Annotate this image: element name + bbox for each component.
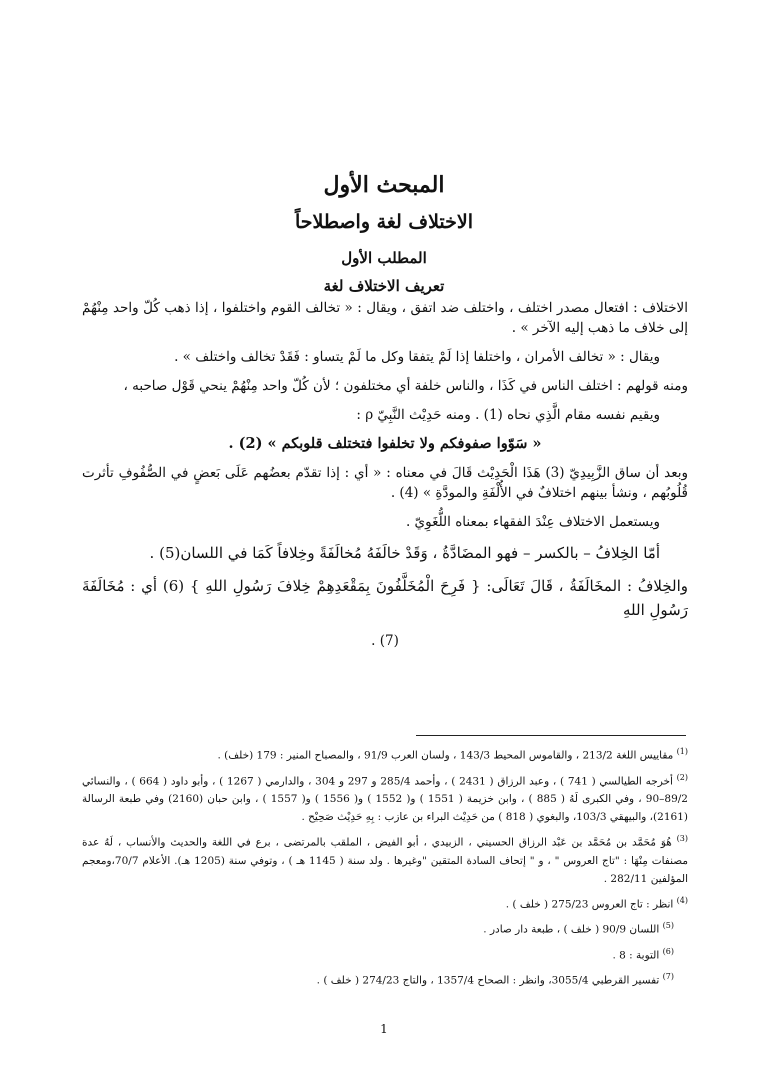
footnote-number: (6) xyxy=(662,946,674,956)
footnote-text: انظر : تاج العروس 275/23 ( خلف ) . xyxy=(505,898,674,910)
chapter-heading: المبحث الأول xyxy=(323,172,445,198)
footnote-number: (1) xyxy=(676,747,688,756)
section-title: تعريف الاختلاف لغة xyxy=(323,277,445,295)
quran-paragraph: والخِلافُ : المخَالَفَةُ ، قَالَ تَعَالَى: { فَرِحَ الْمُخَلَّفُونَ بِمَقْعَدِهِمْ خِلافَ رَسُولِ اللهِ } (6) أي : مُخَالَفَةَ رَسُولِ اللهِ xyxy=(82,577,688,619)
footnote xyxy=(82,830,688,888)
footnote-number: (4) xyxy=(676,895,688,905)
page-number: 1 xyxy=(380,1022,388,1036)
paragraph-continuation: (7) . xyxy=(371,633,399,649)
footnote xyxy=(82,968,688,990)
footnote-text: اللسان 90/9 ( خلف ) ، طبعة دار صادر . xyxy=(483,923,660,936)
footnote-number: (2) xyxy=(676,772,688,782)
footnote-text: التوبة : 8 . xyxy=(612,949,660,961)
footnote xyxy=(82,743,688,765)
paragraph: أمّا الخِلافُ – بالكسر – فهو المضَادَّةُ ، وَقَدْ خالَفَهُ مُخالَفَةً وخِلافاً كَمَا في اللسان(5) . xyxy=(149,544,660,562)
footnote-number: (7) xyxy=(662,972,674,981)
footnotes xyxy=(82,743,688,994)
section-heading: المطلب الأول xyxy=(341,249,427,267)
footnote-divider xyxy=(416,735,686,736)
paragraph: ويقال : « تخالف الأمران ، واختلفا إذا لَمْ يتفقا وكل ما لَمْ يتساو : فَقَدْ تخالف واختلف » . xyxy=(174,349,660,365)
footnote-text: مقاييس اللغة 213/2 ، والقاموس المحيط 143/3 ، ولسان العرب 91/9 ، والمصباح المنير : 179 (خلف) . xyxy=(217,749,674,762)
chapter-title: الاختلاف لغة واصطلاحاً xyxy=(294,211,474,233)
footnote-text: أخرجه الطيالسي ( 741 ) ، وعبد الرزاق ( 2431 ) ، وأحمد 285/4 و 297 و 304 ، والدارمي ( 1267 ) ، وأبو داود ( 664 ) ، والنسائي 89/2–90 ، وفي الكبرى لَهُ ( 885 ) ، وابن خزيمة ( 1551 ) و( 1552 ) و( 1556 ) و( 1557 ) ، وابن حبان (2160) وفي طبعة الرسالة (2161)، والبيهقي 103/3، والبغوي ( 818 ) من حَدِيْث البراء بن عازب : بِهِ حَدِيْث صَحِيْح . xyxy=(82,775,688,823)
footnote xyxy=(82,892,688,914)
paragraph: ويقيم نفسه مقام الَّذِي نحاه (1) . ومنه حَدِيْث النَّبِيّ ρ : xyxy=(356,407,660,423)
paragraph: الاختلاف : افتعال مصدر اختلف ، واختلف ضد اتفق ، ويقال : « تخالف القوم واختلفوا ، إذا ذهب كُلّ واحد مِنْهُمْ إلى خلاف ما ذهب إليه الآخر » . xyxy=(82,300,688,336)
paragraph: ويستعمل الاختلاف عِنْدَ الفقهاء بمعناه اللُّغَوِيّ . xyxy=(405,514,660,530)
footnote xyxy=(82,769,688,827)
headings xyxy=(0,170,768,298)
footnote-number: (5) xyxy=(662,921,674,930)
body-text xyxy=(82,298,688,660)
footnote xyxy=(82,943,688,965)
footnote-text: تفسير القرطبي 3055/4، وانظر : الصحاح 1357/4 ، والتاج 274/23 ( خلف ) . xyxy=(316,974,660,987)
footnote xyxy=(82,917,688,939)
paragraph: ومنه قولهم : اختلف الناس في كَذَا ، والناس خلفة أي مختلفون ؛ لأن كُلّ واحد مِنْهُمْ ينحي قَوْل صاحبه ، xyxy=(123,378,688,394)
footnote-text: هُوَ مُحَمَّد بن مُحَمَّد بن عَبْد الرزاق الحسيني ، الزبيدي ، أبو الفيض ، الملقب بالمرتضى ، برع في اللغة والحديث والأنساب ، لَهُ عدة مصنفات مِنْهَا : "تاج العروس " ، و " إتحاف السادة المتقين "وغيرها . ولد سنة ( 1145 هـ ) ، وتوفي سنة (1205 هـ). الأعلام 70/7،ومعجم المؤلفين 282/11 . xyxy=(82,836,689,885)
footnote-number: (3) xyxy=(676,834,688,843)
paragraph: وبعد أن ساق الزَّبِيدِيّ (3) هَذَا الْحَدِيْث قَالَ في معناه : « أي : إذا تقدّم بعضُهم عَلَى بَعضٍ في الصُّفُوفِ تأثرت قُلُوبُهم ، ونشأ بينهم اختلافٌ في الأُلْفَةِ والمودَّةِ » (4) . xyxy=(82,465,688,501)
hadith-quote: « سَوّوا صفوفكم ولا تخلفوا فتختلف قلوبكم » (2) . xyxy=(228,435,542,452)
